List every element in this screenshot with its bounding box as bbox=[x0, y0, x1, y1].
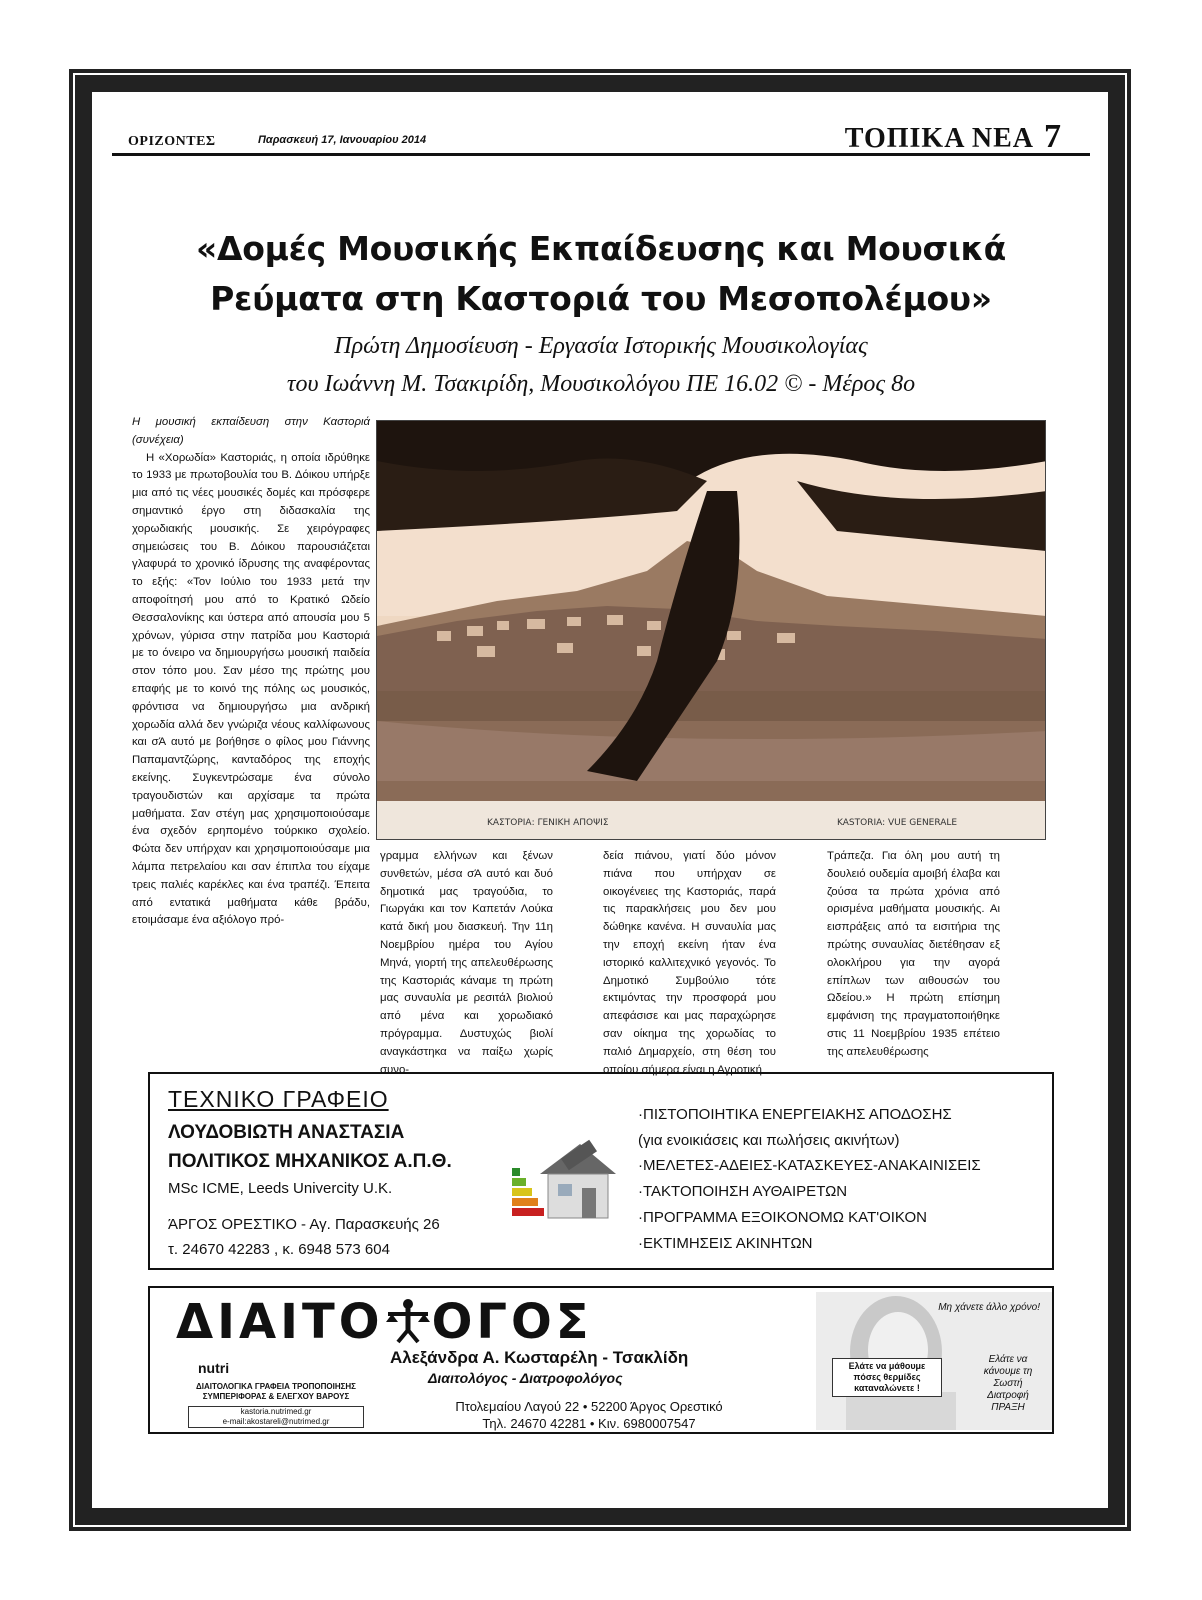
article-column-2: δεία πιάνου, γιατί δύο μόνον πιάνα που υπήρχαν σε οικογένειες της Καστοριάς, παρά τις παρακλήσεις μου δεν μου δώθηκε κανένα. Η συναυλία μας την εποχή εκείνη ήταν ένα ιστορικό καλλιτεχνικό γεγονός. Το Δημοτικό Συμβούλιο τότε εκτιμόντας την προσφορά μου απεφάσισε και μας παραχώρησε σαν οίκημα της χορωδίας το παλιό Δημαρχείο, στη θέση του οποίου σήμερα είναι η Αγροτική bbox=[603, 850, 776, 1076]
intro-heading: Η μουσική εκπαίδευση στην Καστοριά (συνέχεια) bbox=[132, 416, 370, 446]
article-intro-column bbox=[132, 414, 370, 930]
technical-office-ad bbox=[148, 1072, 1054, 1270]
ad1-service: ·ΜΕΛΕΤΕΣ-ΑΔΕΙΕΣ-ΚΑΤΑΣΚΕΥΕΣ-ΑΝΑΚΑΙΝΙΣΕΙΣ bbox=[638, 1157, 981, 1175]
ad1-name: ΛΟΥΔΟΒΙΩΤΗ ΑΝΑΣΤΑΣΙΑ bbox=[168, 1122, 405, 1143]
ad1-service: ·ΠΙΣΤΟΠΟΙΗΤΙΚΑ ΕΝΕΡΓΕΙΑΚΗΣ ΑΠΟΔΟΣΗΣ bbox=[638, 1106, 952, 1123]
ad1-services-list bbox=[638, 1102, 1038, 1256]
title-line-1: «Δομές Μουσικής Εκπαίδευσης και Μουσικά bbox=[196, 229, 1006, 268]
nutrimed-subtitle: ΔΙΑΙΤΟΛΟΓΙΚΑ ΓΡΑΦΕΙΑ ΤΡΟΠΟΠΟΙΗΣΗΣ ΣΥΜΠΕΡΙΦΟΡΑΣ & ΕΛΕΓΧΟΥ ΒΑΡΟΥΣ bbox=[196, 1382, 356, 1401]
article-column-1: γραμμα ελλήνων και ξένων συνθετών, μέσα σΆ αυτό και δυό δημοτικά μας τραγούδια, το Γιωργάκι και τον Καπετάν Λούκα κατά δική μου διασκευή. Την 11η Νοεμβρίου ημέρα του Αγίου Μηνά, γιορτή της απελευθέρωσης της Καστοριάς κάναμε τη πρώτη μας συναυλία με ρεσιτάλ βιολιού από μένα και χορωδιακό πρόγραμμα. Δυστυχώς βιολί αναγκάστηκα να παίξω χωρίς συνο- bbox=[380, 850, 553, 1076]
ad1-service: ·ΠΡΟΓΡΑΜΜΑ ΕΞΟΙΚΟΝΟΜΩ ΚΑΤ'ΟΙΚΟΝ bbox=[638, 1208, 927, 1226]
scale-figure-icon bbox=[384, 1296, 432, 1344]
ad1-title: ΠΟΛΙΤΙΚΟΣ ΜΗΧΑΝΙΚΟΣ Α.Π.Θ. bbox=[168, 1151, 452, 1172]
ad2-phone: Τηλ. 24670 42281 • Κιν. 6980007547 bbox=[482, 1416, 696, 1431]
sepia-landscape-image bbox=[377, 421, 1046, 840]
photo-caption-left: ΚΑΣΤΟΡΙΑ: ΓΕΝΙΚΗ ΑΠΟΨΙΣ bbox=[487, 818, 609, 828]
nutrimed-contact bbox=[188, 1406, 364, 1428]
logo-text-left: ΔΙΑΙΤΟ bbox=[176, 1294, 384, 1350]
dietitian-logo bbox=[176, 1294, 593, 1350]
logo-text-right: ΟΓΟΣ bbox=[431, 1294, 593, 1350]
section-label: ΤΟΠΙΚΑ ΝΕΑ bbox=[844, 123, 1034, 154]
ad1-address: ΆΡΓΟΣ ΟΡΕΣΤΙΚΟ - Αγ. Παρασκευής 26 bbox=[168, 1216, 440, 1233]
energy-house-icon bbox=[510, 1128, 616, 1224]
photo-caption-right: KASTORIA: VUE GENERALE bbox=[837, 818, 958, 828]
ad1-name-block bbox=[168, 1118, 452, 1176]
subtitle-line-1: Πρώτη Δημοσίευση - Εργασία Ιστορικής Μουσικολογίας bbox=[334, 333, 868, 359]
ad2-address: Πτολεμαίου Λαγού 22 • 52200 Άργος Ορεστικό bbox=[455, 1399, 723, 1414]
section-title bbox=[845, 118, 1062, 156]
issue-date: Παρασκευή 17, Ιανουαρίου 2014 bbox=[258, 134, 427, 146]
nutrimed-email: e-mail:akostareli@nutrimed.gr bbox=[222, 1417, 330, 1426]
ad2-callout-1: Μη χάνετε άλλο χρόνο! bbox=[938, 1302, 1040, 1313]
ad2-calorie-box: Ελάτε να μάθουμε πόσες θερμίδες καταναλώνετε ! bbox=[832, 1358, 942, 1397]
ad1-service: ·ΕΚΤΙΜΗΣΕΙΣ ΑΚΙΝΗΤΩΝ bbox=[638, 1234, 813, 1252]
kastoria-photo bbox=[376, 420, 1046, 840]
dietitian-ad bbox=[148, 1286, 1054, 1434]
nutrimed-logo: nutri bbox=[198, 1360, 230, 1376]
ad2-callout-2: Ελάτε να κάνουμε τη Σωστή Διατροφή ΠΡΑΞΗ bbox=[983, 1354, 1033, 1413]
ad1-phone: τ. 24670 42283 , κ. 6948 573 604 bbox=[168, 1241, 390, 1258]
newspaper-name: ΟΡΙΖΟΝΤΕΣ bbox=[128, 134, 216, 149]
page-number: 7 bbox=[1044, 118, 1062, 155]
ad2-contact bbox=[404, 1398, 774, 1432]
ad1-contact bbox=[168, 1212, 440, 1262]
ad2-role: Διαιτολόγος - Διατροφολόγος bbox=[428, 1370, 623, 1386]
ad1-service: ·ΤΑΚΤΟΠΟΙΗΣΗ ΑΥΘΑΙΡΕΤΩΝ bbox=[638, 1183, 848, 1201]
article-subtitle bbox=[112, 327, 1090, 403]
subtitle-line-2: του Ιωάννη Μ. Τσακιρίδη, Μουσικολόγου ΠΕ 16.02 © - Μέρος 8ο bbox=[286, 371, 916, 397]
nutrimed-web: kastoria.nutrimed.gr bbox=[240, 1407, 312, 1416]
ad1-degree: MSc ICME, Leeds Univercity U.K. bbox=[168, 1180, 393, 1197]
article-title bbox=[112, 224, 1090, 324]
intro-body: Η «Χορωδία» Καστοριάς, η οποία ιδρύθηκε το 1933 με πρωτοβουλία του Β. Δόικου υπήρξε μια από τις νέες μουσικές δομές και πρόσφερε σημαντικό έργο στη διδασκαλία της χορωδιακής μουσικής. Σε χειρόγραφες σημειώσεις του Β. Δόικου παρουσιάζεται γλαφυρά το χρονικό ίδρυσης της αναφέροντας το εξής: «Τον Ιούλιο του 1933 μετά την αποφοίτησή μου από το Κρατικό Ωδείο Θεσσαλονίκης και ύστερα από απουσία μου 5 χρόνων, γύρισα στην πατρίδα μου Καστοριά με το όνειρο να δημιουργήσω μουσική παιδεία στον τόπο μου. Σαν μέσο της πρώτης μου επαφής με το κοινό της πόλης ως μουσικός, φρόντισα να δημιουργήσω μια ανδρική χορωδία αλλά δεν γνώριζα νέους καλλίφωνους και σΆ αυτό με βοήθησε ο φίλος μου Γιάννης Παπαμαντζώρης, κανταδόρος της εποχής εκείνης. Συγκεντρώσαμε ένα σύνολο τραγουδιστών και αρχίσαμε τα πρώτα μαθήματα. Σαν στέγη μας χρησιμοποιούσαμε ένα σχεδόν ερηπομένο τούρκικο σχολείο. Φώτα δεν υπήρχαν και χρησιμοποιούσαμε μια λάμπα πετρελαίου και σαν έπιπλα του είχαμε τρεις παλιές καρέκλες και ένα τραπέζι. Έπειτα από εντατικά μαθήματα κάθε βράδυ, ετοιμάσαμε ένα αξιόλογο πρό- bbox=[132, 451, 370, 927]
ad2-name: Αλεξάνδρα Α. Κωσταρέλη - Τσακλίδη bbox=[390, 1348, 689, 1367]
ad2-woman-photo bbox=[816, 1292, 1052, 1430]
ad1-heading: ΤΕΧΝΙΚΟ ΓΡΑΦΕΙΟ bbox=[168, 1086, 389, 1112]
title-line-2: Ρεύματα στη Καστοριά του Μεσοπολέμου» bbox=[210, 279, 992, 318]
ad1-service: (για ενοικιάσεις και πωλήσεις ακινήτων) bbox=[638, 1131, 900, 1149]
masthead bbox=[112, 112, 1090, 156]
article-column-3: Τράπεζα. Για όλη μου αυτή τη δουλειό ουδεμία αμοιβή έλαβα και ζούσα τα πρώτα χρόνια από ορισμένα μαθήματα μουσικής. Αι εισπράξεις από τα εισιτήρια της πρώτης συναυλίας διετέθησαν εξ ολοκλήρου για την αγορά επίπλων των αιθουσών του Ωδείου.» Η πρώτη επίσημη εμφάνιση της πραγματοποιήθηκε στις 11 Νοεμβρίου 1935 επέτειο της απελευθέρωσης bbox=[827, 850, 1000, 1058]
